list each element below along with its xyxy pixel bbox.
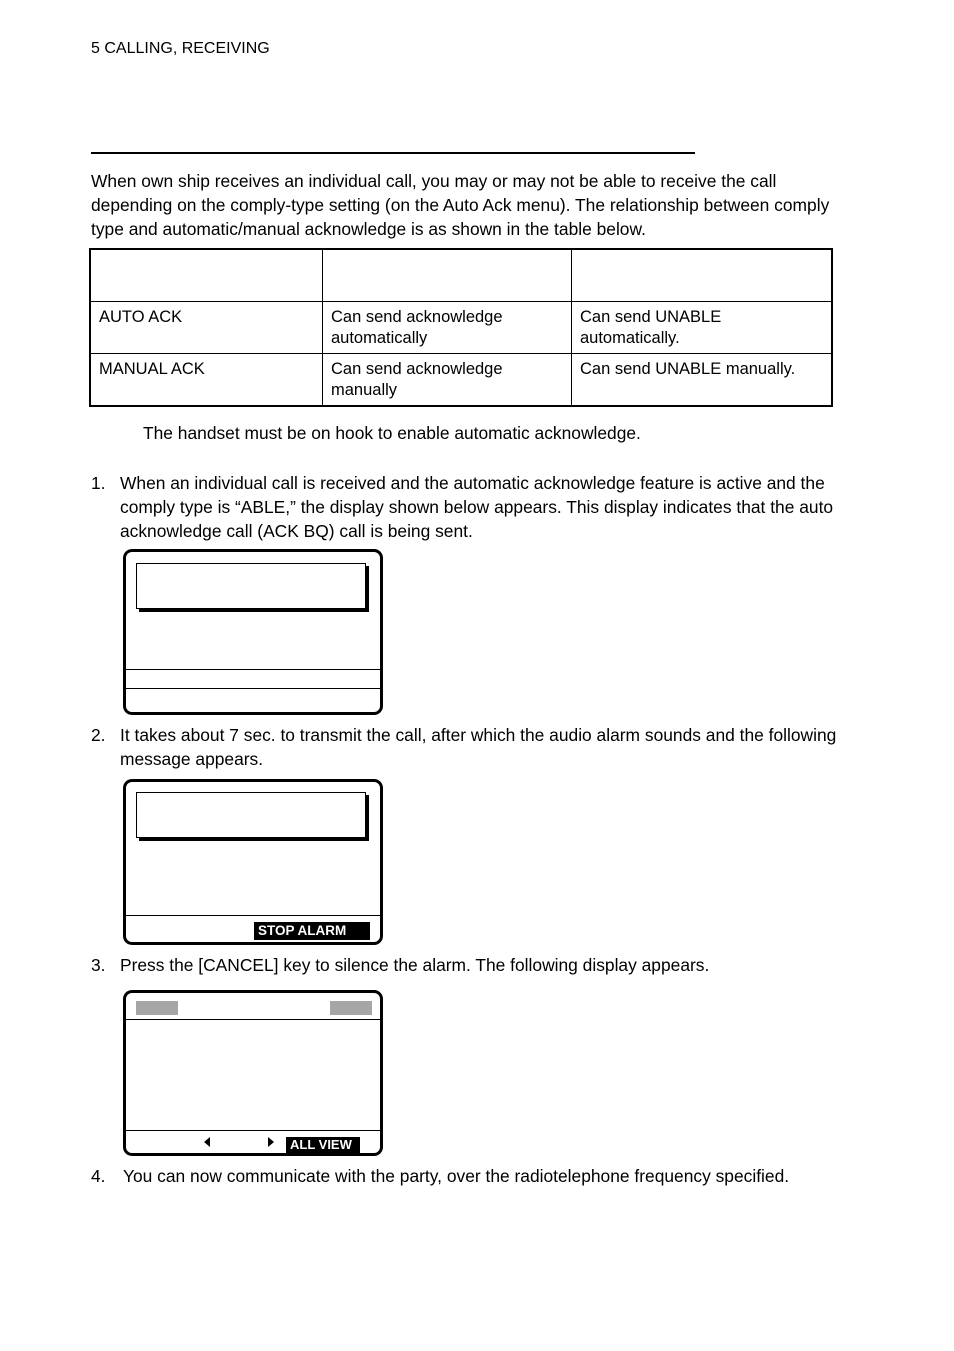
step-text: You can now communicate with the party, over the radiotelephone frequency specified. xyxy=(123,1166,790,1186)
intro-paragraph: When own ship receives an individual call, you may or may not be able to receive the call depending on the comply-type setting (on the Auto Ack menu). The relationship between comply type and automatic/manual acknowledge is as shown in the table below. xyxy=(91,171,830,239)
table-cell: Can send UNABLE manually. xyxy=(572,354,832,406)
status-indicator xyxy=(330,1001,372,1015)
popup-box xyxy=(136,563,366,609)
step-number: 1. xyxy=(91,473,106,493)
status-indicator xyxy=(136,1001,178,1015)
display-screen-3 xyxy=(123,990,383,1156)
divider-line xyxy=(126,669,380,670)
table-row xyxy=(91,354,832,406)
table-cell: Can send acknowledge automatically xyxy=(323,302,572,354)
table-cell: MANUAL ACK xyxy=(91,354,323,406)
popup-box xyxy=(136,792,366,838)
step-number: 3. xyxy=(91,955,106,975)
step-1 xyxy=(91,471,851,543)
divider-line xyxy=(126,1130,380,1131)
right-arrow-icon[interactable] xyxy=(268,1137,274,1147)
display-screen-1 xyxy=(123,549,383,715)
section-rule xyxy=(91,152,695,154)
left-arrow-icon[interactable] xyxy=(204,1137,210,1147)
step-3 xyxy=(91,953,851,977)
note-text: The handset must be on hook to enable automatic acknowledge. xyxy=(143,423,641,443)
table-header-cell xyxy=(323,250,572,302)
step-number: 2. xyxy=(91,725,106,745)
table-header-row xyxy=(91,250,832,302)
comply-type-table xyxy=(90,249,832,406)
divider-line xyxy=(126,915,380,916)
table-row xyxy=(91,302,832,354)
table-cell: Can send acknowledge manually xyxy=(323,354,572,406)
page-header: 5 CALLING, RECEIVING xyxy=(91,40,270,57)
table-header-cell xyxy=(572,250,832,302)
divider-line xyxy=(126,1019,380,1020)
display-screen-2 xyxy=(123,779,383,945)
step-text: It takes about 7 sec. to transmit the call, after which the audio alarm sounds and the following message appears. xyxy=(120,725,837,769)
table-cell: Can send UNABLE automatically. xyxy=(572,302,832,354)
step-4 xyxy=(91,1164,851,1188)
table-cell: AUTO ACK xyxy=(91,302,323,354)
step-2 xyxy=(91,723,851,771)
step-text: Press the [CANCEL] key to silence the alarm. The following display appears. xyxy=(120,955,710,975)
step-number: 4. xyxy=(91,1166,106,1186)
all-view-softkey[interactable]: ALL VIEW xyxy=(286,1137,360,1153)
divider-line xyxy=(126,688,380,689)
step-text: When an individual call is received and the automatic acknowledge feature is active and the comply type is “ABLE,” the display shown below appears. This display indicates that the auto acknowledge call (ACK BQ) call is being sent. xyxy=(120,473,834,541)
table-header-cell xyxy=(91,250,323,302)
stop-alarm-softkey[interactable]: STOP ALARM xyxy=(254,922,370,940)
